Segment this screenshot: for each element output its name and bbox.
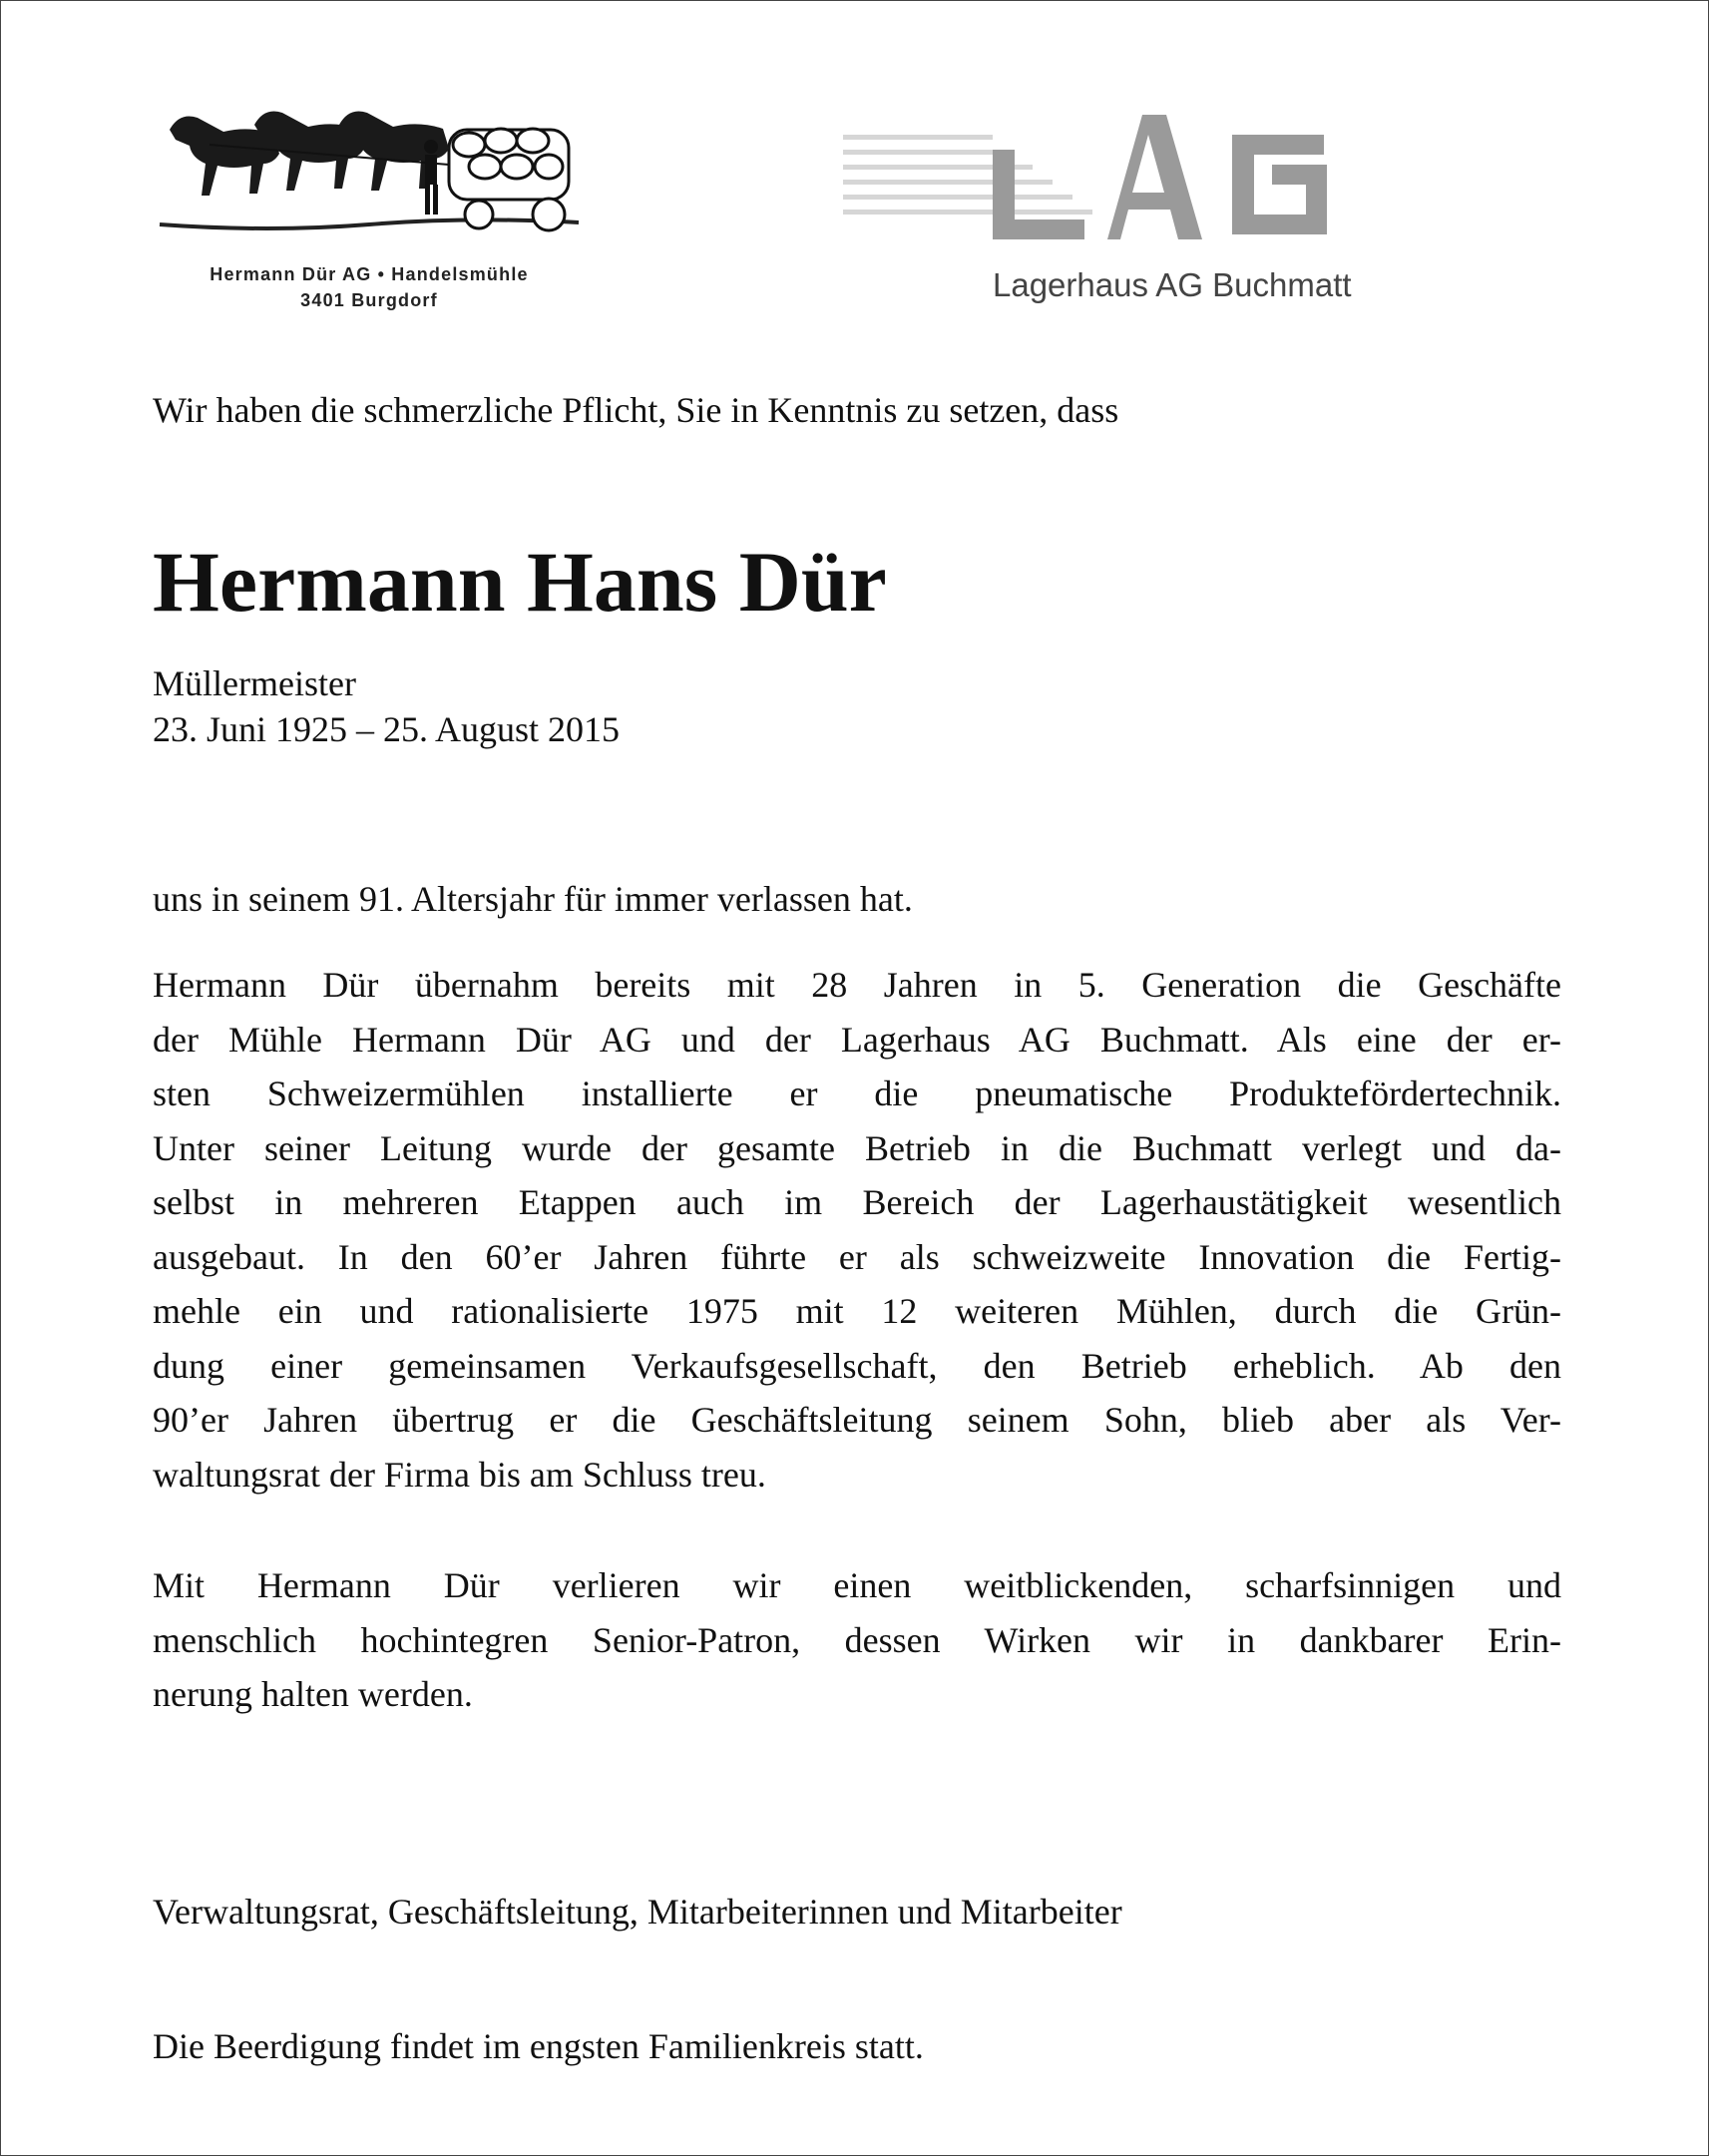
paragraph-line: Hermann Dür übernahm bereits mit 28 Jahren in 5. Generation die Geschäfte — [153, 965, 1561, 1005]
deceased-name: Hermann Hans Dür — [153, 534, 887, 630]
logo-left-line2: 3401 Burgdorf — [300, 290, 438, 310]
lagerhaus-caption: Lagerhaus AG Buchmatt — [993, 266, 1352, 303]
paragraph-line: ausgebaut. In den 60’er Jahren führte er als schweizweite Innovation die Fertig- — [153, 1236, 1561, 1277]
paragraph-line: nerung halten werden. — [153, 1674, 473, 1714]
signature-line: Verwaltungsrat, Geschäftsleitung, Mitarbeiterinnen und Mitarbeiter — [153, 1892, 1122, 1932]
paragraph-line: Mit Hermann Dür verlieren wir einen weitblickenden, scharfsinnigen und — [153, 1565, 1561, 1605]
life-dates: 23. Juni 1925 – 25. August 2015 — [153, 709, 621, 749]
paragraph-line: menschlich hochintegren Senior-Patron, dessen Wirken wir in dankbarer Erin- — [153, 1619, 1561, 1660]
profession: Müllermeister — [153, 663, 356, 703]
paragraph-line: Unter seiner Leitung wurde der gesamte Betrieb in die Buchmatt verlegt und da- — [153, 1127, 1561, 1168]
paragraph-line: sten Schweizermühlen installierte er die pneumatische Produktefördertechnik. — [153, 1074, 1561, 1113]
biography-paragraph — [153, 958, 1561, 1502]
paragraph-line: waltungsrat der Firma bis am Schluss treu. — [153, 1454, 766, 1495]
funeral-notice: Die Beerdigung findet im engsten Familienkreis statt. — [153, 2026, 924, 2066]
horse-drawn-wagon-icon — [150, 75, 589, 254]
paragraph-line: der Mühle Hermann Dür AG und der Lagerhaus AG Buchmatt. Als eine der er- — [153, 1019, 1561, 1060]
hermann-duer-logo — [150, 75, 589, 324]
logo-left-line1: Hermann Dür AG • Handelsmühle — [210, 264, 529, 284]
lagerhaus-logo — [843, 75, 1372, 324]
paragraph-line: dung einer gemeinsamen Verkaufsgesellschaft, den Betrieb erheblich. Ab den — [153, 1345, 1561, 1386]
paragraph-line: 90’er Jahren übertrug er die Geschäftsleitung seinem Sohn, blieb aber als Ver- — [153, 1400, 1561, 1440]
intro-text: Wir haben die schmerzliche Pflicht, Sie in Kenntnis zu setzen, dass — [153, 390, 1119, 430]
paragraph-line: selbst in mehreren Etappen auch im Bereich der Lagerhaustätigkeit wesentlich — [153, 1182, 1561, 1222]
lag-logo-mark — [843, 75, 1372, 254]
passing-text: uns in seinem 91. Altersjahr für immer verlassen hat. — [153, 879, 913, 919]
paragraph-line: mehle ein und rationalisierte 1975 mit 12 weiteren Mühlen, durch die Grün- — [153, 1291, 1561, 1331]
tribute-paragraph — [153, 1558, 1561, 1722]
